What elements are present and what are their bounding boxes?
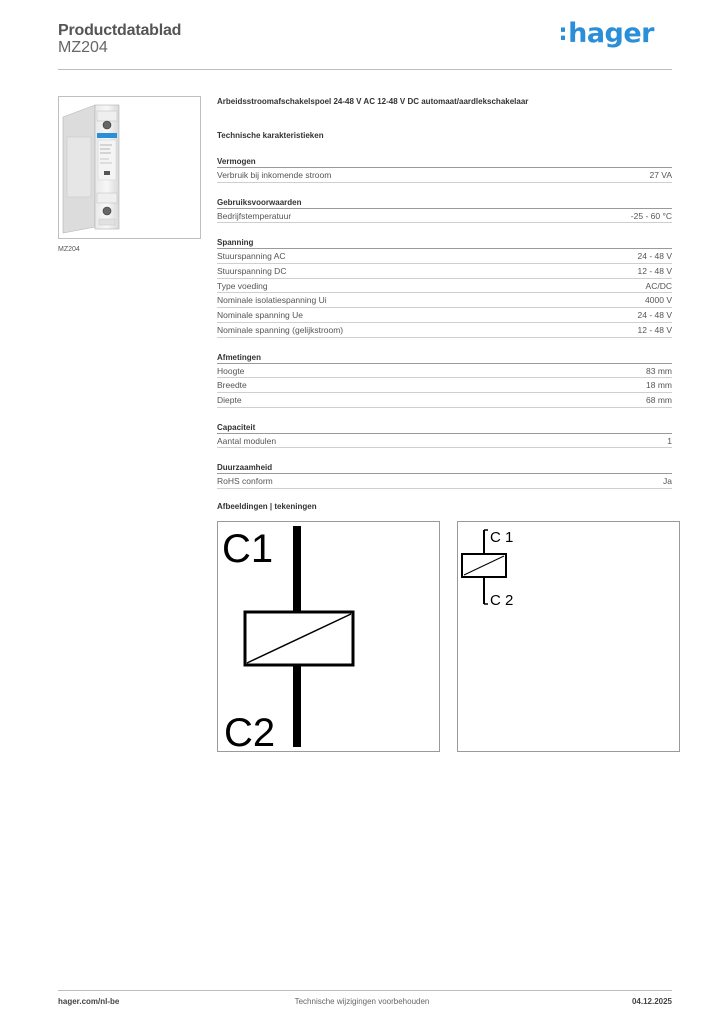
spec-group-title: Spanning: [217, 237, 672, 249]
spec-group-title: Capaciteit: [217, 422, 672, 434]
spec-row: [217, 264, 672, 279]
spec-row: [217, 168, 672, 183]
product-image: [58, 96, 201, 239]
spec-label: Stuurspanning DC: [217, 266, 287, 277]
logo-text: hager: [568, 18, 654, 49]
spec-label: Nominale isolatiespanning Ui: [217, 295, 327, 306]
spec-row: [217, 393, 672, 408]
spec-row: [217, 378, 672, 393]
spec-value: 12 - 48 V: [637, 324, 672, 335]
drawings-heading: Afbeeldingen | tekeningen: [217, 502, 317, 511]
spec-group-conditions: [217, 197, 672, 224]
document-title: Productdatablad: [58, 22, 182, 39]
spec-value: Ja: [663, 476, 672, 487]
spec-label: Diepte: [217, 394, 242, 405]
spec-value: 24 - 48 V: [637, 310, 672, 321]
spec-label: Verbruik bij inkomende stroom: [217, 170, 332, 180]
spec-group-title: Gebruiksvoorwaarden: [217, 197, 672, 209]
spec-group-power: [217, 156, 672, 183]
spec-label: Stuurspanning AC: [217, 251, 286, 262]
product-description: Arbeidsstroomafschakelspoel 24-48 V AC 12-48 V DC automaat/aardlekschakelaar: [217, 97, 529, 106]
spec-row: [217, 474, 672, 489]
spec-row: [217, 308, 672, 323]
header-divider: [58, 69, 672, 70]
spec-row: [217, 434, 672, 449]
spec-value: 18 mm: [646, 380, 672, 391]
coil-diagram-small: [457, 521, 680, 752]
spec-group-title: Afmetingen: [217, 352, 672, 364]
product-image-caption: MZ204: [58, 246, 80, 253]
spec-label: Aantal modulen: [217, 435, 277, 446]
spec-row: [217, 279, 672, 294]
spec-group-sustainability: [217, 462, 672, 489]
spec-label: Nominale spanning (gelijkstroom): [217, 324, 344, 335]
coil-symbol-small: [458, 522, 679, 751]
spec-row: [217, 293, 672, 308]
spec-row: [217, 249, 672, 264]
spec-row: [217, 209, 672, 224]
terminal-label-c2-small: C 2: [490, 592, 514, 609]
spec-value: AC/DC: [645, 280, 672, 291]
spec-label: Hoogte: [217, 365, 245, 376]
spec-row: [217, 364, 672, 379]
coil-symbol-large: [218, 522, 439, 751]
page-header: [58, 20, 672, 70]
footer-divider: [58, 990, 672, 991]
spec-group-voltage: [217, 237, 672, 337]
coil-diagram-large: [217, 521, 440, 752]
hager-logo: :hager: [558, 18, 654, 49]
spec-group-title: Duurzaamheid: [217, 462, 672, 474]
product-photo-illustration: [59, 97, 200, 238]
spec-label: Type voeding: [217, 280, 268, 291]
footer-website-link[interactable]: hager.com/nl-be: [58, 997, 120, 1006]
footer-notice: Technische wijzigingen voorbehouden: [294, 997, 430, 1006]
spec-value: 24 - 48 V: [637, 251, 672, 262]
spec-value: -25 - 60 °C: [630, 210, 672, 221]
spec-value: 83 mm: [646, 365, 672, 376]
spec-label: Nominale spanning Ue: [217, 310, 303, 321]
terminal-label-c1-small: C 1: [490, 529, 514, 546]
technical-heading: Technische karakteristieken: [217, 131, 324, 140]
spec-label: Bedrijfstemperatuur: [217, 210, 292, 221]
spec-value: 27 VA: [649, 170, 672, 180]
spec-group-capacity: [217, 422, 672, 449]
terminal-label-c2: C2: [224, 711, 276, 751]
spec-value: 4000 V: [645, 295, 672, 306]
spec-label: RoHS conform: [217, 476, 273, 487]
spec-value: 68 mm: [646, 394, 672, 405]
spec-row: [217, 323, 672, 338]
terminal-label-c1: C1: [222, 527, 274, 571]
spec-value: 12 - 48 V: [637, 266, 672, 277]
footer-date: 04.12.2025: [631, 997, 672, 1006]
spec-label: Breedte: [217, 380, 247, 391]
product-code: MZ204: [58, 39, 108, 56]
spec-group-title: Vermogen: [217, 156, 672, 168]
spec-group-dimensions: [217, 352, 672, 408]
spec-value: 1: [667, 435, 672, 446]
specifications-section: [217, 96, 672, 489]
